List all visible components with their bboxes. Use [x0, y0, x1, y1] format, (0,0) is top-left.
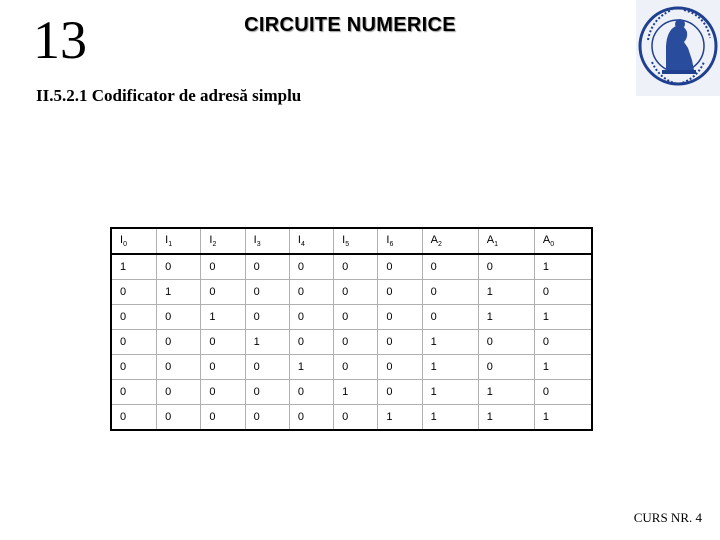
table-cell: 0 [289, 254, 333, 280]
truth-table [110, 227, 593, 431]
course-title: CIRCUITE NUMERICE [244, 14, 456, 36]
table-cell: 0 [422, 305, 478, 330]
table-cell: 0 [201, 330, 245, 355]
university-seal-icon [636, 0, 720, 96]
header-symbol: I [297, 233, 301, 246]
table-cell: 0 [378, 355, 422, 380]
header-symbol: A [486, 233, 495, 246]
header-index: 3 [256, 241, 261, 249]
table-row [111, 280, 592, 305]
table-row [111, 380, 592, 405]
table-header-cell [422, 228, 478, 254]
table-cell: 0 [478, 330, 534, 355]
table-row [111, 330, 592, 355]
table-cell: 1 [534, 254, 592, 280]
table-cell: 1 [334, 380, 378, 405]
header-symbol: I [120, 233, 124, 246]
table-cell: 1 [111, 254, 157, 280]
table-cell: 0 [111, 380, 157, 405]
table-cell: 0 [111, 280, 157, 305]
table-cell: 1 [289, 355, 333, 380]
table-cell: 0 [478, 355, 534, 380]
table-cell: 0 [534, 380, 592, 405]
table-cell: 1 [534, 355, 592, 380]
table-cell: 0 [201, 405, 245, 431]
header-symbol: I [386, 233, 390, 246]
table-cell: 0 [334, 280, 378, 305]
university-logo [636, 0, 720, 96]
table-cell: 0 [111, 330, 157, 355]
table-row [111, 355, 592, 380]
table-header-row [111, 228, 592, 254]
table-cell: 0 [378, 280, 422, 305]
table-cell: 1 [422, 330, 478, 355]
table-cell: 0 [534, 330, 592, 355]
table-cell: 1 [422, 405, 478, 431]
table-cell: 0 [157, 305, 201, 330]
table-cell: 0 [289, 380, 333, 405]
table-cell: 0 [245, 254, 289, 280]
table-cell: 0 [334, 305, 378, 330]
table-cell: 0 [157, 330, 201, 355]
table-cell: 0 [334, 330, 378, 355]
table-cell: 1 [534, 305, 592, 330]
table-row [111, 254, 592, 280]
table-header-cell [534, 228, 592, 254]
table-cell: 0 [289, 280, 333, 305]
table-cell: 1 [422, 355, 478, 380]
table-header-cell [289, 228, 333, 254]
header-symbol: I [209, 233, 213, 246]
header-symbol: I [165, 233, 169, 246]
table-cell: 0 [157, 254, 201, 280]
table-row [111, 405, 592, 431]
table-cell: 0 [201, 280, 245, 305]
table-cell: 0 [157, 380, 201, 405]
table-header-cell [157, 228, 201, 254]
table-cell: 1 [478, 305, 534, 330]
table-header-cell [245, 228, 289, 254]
table-cell: 0 [111, 355, 157, 380]
table-cell: 0 [334, 254, 378, 280]
table-cell: 0 [334, 355, 378, 380]
table-cell: 0 [478, 254, 534, 280]
table-header-cell [478, 228, 534, 254]
table-cell: 0 [157, 405, 201, 431]
table-cell: 0 [422, 254, 478, 280]
table-row [111, 305, 592, 330]
header-index: 2 [437, 241, 442, 249]
slide-number: 13 [33, 10, 87, 70]
header-index: 2 [212, 241, 217, 249]
table-cell: 0 [111, 405, 157, 431]
header-symbol: I [253, 233, 257, 246]
table-cell: 1 [378, 405, 422, 431]
table-cell: 1 [478, 380, 534, 405]
table-cell: 0 [157, 355, 201, 380]
header-index: 6 [389, 241, 394, 249]
table-cell: 0 [422, 280, 478, 305]
table-cell: 0 [201, 380, 245, 405]
header-index: 0 [123, 241, 127, 249]
table-cell: 0 [201, 254, 245, 280]
section-heading: II.5.2.1 Codificator de adresă simplu [36, 86, 302, 105]
table-header-cell [378, 228, 422, 254]
header-symbol: A [430, 233, 438, 246]
table-cell: 0 [378, 254, 422, 280]
table-header-cell [334, 228, 378, 254]
header-index: 1 [168, 241, 173, 249]
header-index: 4 [300, 241, 305, 249]
table-cell: 1 [478, 280, 534, 305]
table-cell: 0 [289, 405, 333, 431]
table-cell: 0 [245, 305, 289, 330]
table-cell: 1 [478, 405, 534, 431]
header-symbol: I [342, 233, 346, 246]
table-cell: 0 [378, 330, 422, 355]
table-cell: 0 [378, 305, 422, 330]
table-cell: 1 [534, 405, 592, 431]
table-cell: 0 [534, 280, 592, 305]
table-cell: 0 [245, 405, 289, 431]
table-cell: 0 [289, 330, 333, 355]
course-footer: CURS NR. 4 [633, 510, 702, 525]
table-cell: 0 [289, 305, 333, 330]
header-symbol: A [542, 233, 551, 246]
header-index: 0 [550, 241, 555, 249]
table-cell: 0 [201, 355, 245, 380]
table-header-cell [111, 228, 157, 254]
header-index: 1 [494, 241, 499, 249]
header-index: 5 [345, 241, 350, 249]
table-cell: 1 [201, 305, 245, 330]
table-cell: 0 [245, 355, 289, 380]
table-cell: 1 [157, 280, 201, 305]
table-cell: 0 [111, 305, 157, 330]
table-cell: 1 [422, 380, 478, 405]
table-cell: 0 [334, 405, 378, 431]
table-cell: 0 [378, 380, 422, 405]
table-cell: 1 [245, 330, 289, 355]
table-cell: 0 [245, 280, 289, 305]
table-cell: 0 [245, 380, 289, 405]
table-header-cell [201, 228, 245, 254]
